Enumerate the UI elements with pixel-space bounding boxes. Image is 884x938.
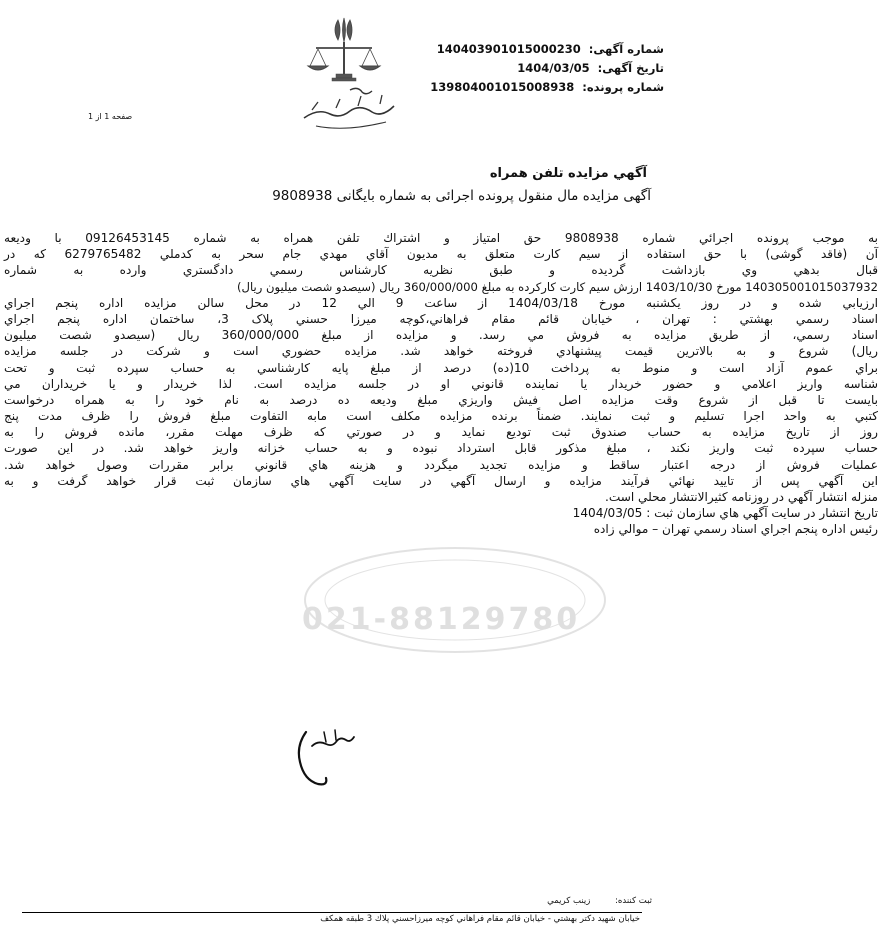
body-line: تاريخ انتشار در سايت آگهي هاي سازمان ثبت : 1404/03/05 (572, 506, 878, 521)
page-number: صفحه 1 از 1 (88, 112, 133, 121)
ad-number-label: شماره آگهی: (588, 42, 664, 56)
case-number-row (430, 78, 664, 97)
body-line: عمليات فروش از درجه اعتبار ساقط و مزايده تجديد ميگردد و هزينه هاي قانوني برابر مقررات وصول خواهد شد. (4, 457, 878, 472)
ad-metadata (430, 40, 664, 97)
body-line: قبال بدهي وي بازداشت گرديده و طبق نظريه كارشناس رسمي دادگستري وارده به شماره (4, 263, 878, 278)
signature (270, 702, 380, 790)
ad-date: 1404/03/05 (517, 61, 590, 75)
body-line: اسناد رسمي بهشتي : تهران ، خيابان قائم مقام فراهاني،كوچه ميرزا حسني پلاک 3، ساختمان اداره پنجم اجراي (4, 311, 878, 326)
watermark-phone: 021-88129780 (302, 602, 581, 637)
body-line: 14030500101503793‌2 مورخ 1403/10/30 ارزش سيم كارت كاركرده به مبلغ 360/000/000 ريال (سيصدو شصت ميليون ريال) (237, 279, 878, 294)
body-line: كتبي به واحد اجرا تسليم و ثبت نمايند. ضمناً برنده مزايده مكلف است مابه التفاوت مبلغ فروش را ظرف مدت پنج (4, 409, 878, 424)
notice-body (4, 230, 878, 538)
watermark-stamp (290, 540, 620, 670)
body-line: اين آگهي پس از تاييد نهائي فرآيند مزايده و ارسال آگهي در سايت آگهي هاي سازمان ثبت قرار خواهد گرفت و به (4, 473, 878, 488)
body-line: منزله انتشار آگهي در روزنامه كثيرالانتشار محلي است. (605, 490, 878, 504)
ad-number: 140403901015000230 (436, 42, 581, 56)
footer-address: خيابان شهيد دكتر بهشتي - خيابان قائم مقام فراهاني كوچه ميرزاحسني پلاك 3 طبقه همكف (320, 914, 640, 924)
ad-date-label: تاریخ آگهی: (597, 61, 664, 75)
body-line: براي عموم آزاد است و منوط به پرداخت 10(ده) درصد از مبلغ پايه كارشناسي به حساب سپرده ثبت و تحت (4, 360, 879, 375)
registrar-name: زينب كريمي (547, 896, 591, 906)
body-line: روز از تاريخ مزايده به حساب صندوق ثبت توديع نمايد و در صورتي كه ظرف مهلت مقرر، مانده فروش را به (4, 425, 878, 440)
body-line: به موجب پرونده اجرائي شماره 9808938 حق امتياز و اشتراك تلفن همراه به شماره 09126453145 با وديعه (4, 231, 878, 245)
body-line: ريال) شروع و به بالاترين قيمت پيشنهادي فروخته خواهد شد. مزايده حضوري است و شركت در جلسه مزايده (4, 344, 878, 359)
ad-number-row (430, 40, 664, 59)
body-line: آن (فاقد گوشی) با حق استفاده از سيم كارت متعلق به مديون آقاي مهدي جام سحر به كدملي 6279765482 كه در (4, 247, 879, 262)
body-line: حساب سپرده ثبت واريز نكند ، مبلغ مذكور قابل استرداد نبوده و به حساب خزانه واريز خواهد شد. در اين صورت (4, 441, 878, 456)
notice-title: آگهي مزايده تلفن همراه (489, 166, 647, 181)
notice-subtitle: آگهی مزایده مال منقول پرونده اجرائی به شماره بایگانی 9808938 (272, 188, 651, 204)
case-number: 139804001015008938 (430, 80, 575, 94)
footer-divider (22, 912, 642, 913)
case-number-label: شماره پرونده: (582, 80, 664, 94)
body-line: شناسه واريز اعلامي و حضور خريدار يا نماينده قانوني او در جلسه مزايده است. لذا خريدار و يا خريداران مي (4, 376, 878, 391)
body-line: اسناد رسمي، از طريق مزايده به فروش مي رسد. و مزايده از مبلغ 360/000/000 ريال (سيصدو شصت ميليون (4, 328, 878, 343)
judiciary-logo (296, 14, 408, 132)
body-line: ارزيابي شده و در روز يكشنبه مورخ 1404/03/18 از ساعت 9 الي 12 در محل سالن مزايده اداره پنجم اجراي (4, 295, 878, 310)
ad-date-row (430, 59, 664, 78)
body-line: رئيس اداره پنجم اجراي اسناد رسمي تهران – موالي زاده (593, 522, 878, 537)
body-line: بايست تا قبل از شروع وقت مزايده اصل فيش واريزي مبلغ وديعه ده درصد به نام خود را به همراه درخواست (4, 392, 878, 407)
registrar (547, 896, 652, 906)
registrar-label: ثبت كننده: (615, 896, 652, 906)
